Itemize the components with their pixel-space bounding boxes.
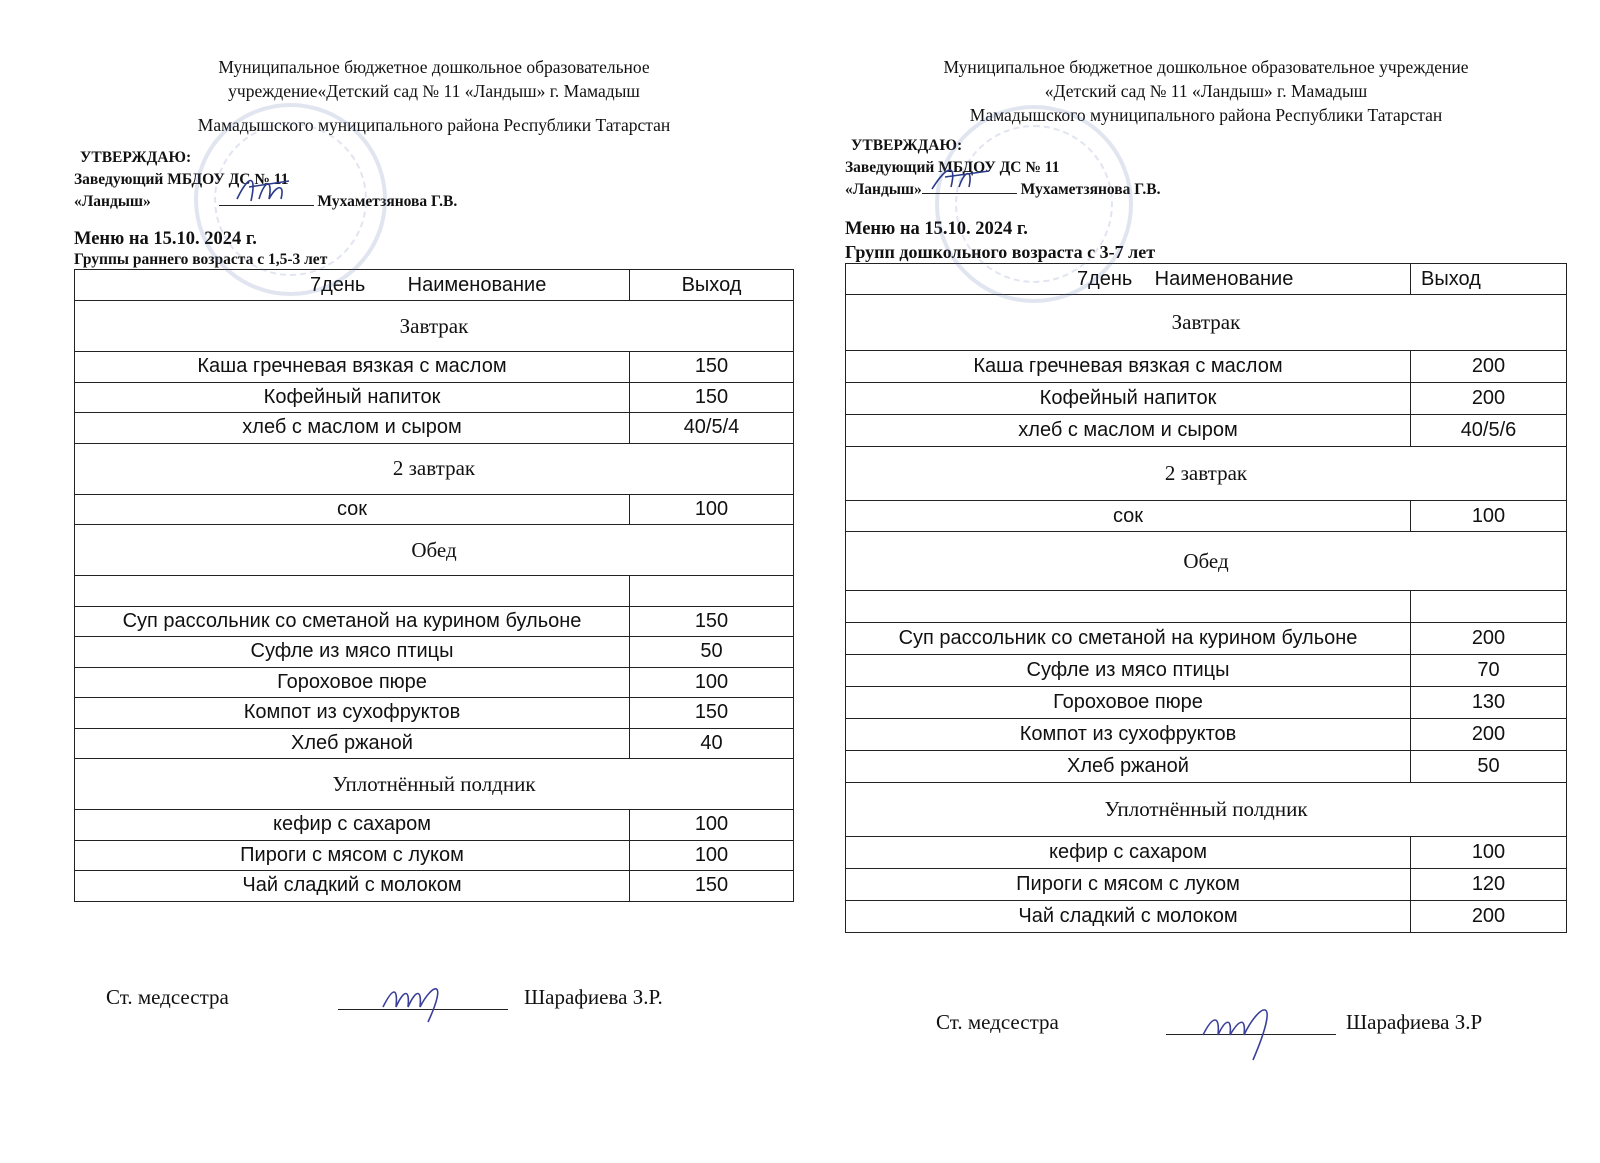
nurse-signature-block: [106, 985, 726, 1025]
dish-output: 150: [630, 352, 794, 383]
org-line-3: Мамадышского муниципального района Республики Татарстан: [197, 115, 671, 135]
table-row: [75, 810, 794, 841]
dish-output: 100: [630, 810, 794, 841]
dish-output: 40: [630, 728, 794, 759]
empty-row: [75, 576, 794, 607]
table-row: [75, 352, 794, 383]
section-title: Завтрак: [75, 301, 794, 352]
dish-output: 50: [630, 637, 794, 668]
header-output: Выход: [1411, 264, 1567, 295]
table-row: [846, 383, 1567, 415]
head-name: Мухаметзянова Г.В.: [317, 193, 458, 210]
org-line-2: «Детский сад № 11 «Ландыш» г. Мамадыш: [1044, 81, 1368, 101]
empty-cell: [846, 591, 1411, 623]
empty-cell: [1411, 591, 1567, 623]
empty-row: [846, 591, 1567, 623]
table-row: [75, 637, 794, 668]
nurse-name: Шарафиева З.Р: [1346, 1010, 1483, 1034]
dish-output: 150: [630, 871, 794, 902]
dish-name: Суп рассольник со сметаной на курином бульоне: [846, 623, 1411, 655]
dish-output: 150: [630, 382, 794, 413]
table-row: [846, 415, 1567, 447]
dish-output: 200: [1411, 383, 1567, 415]
head-signature-row: [74, 191, 794, 213]
approval-block: [74, 147, 794, 213]
dish-name: Суфле из мясо птицы: [846, 655, 1411, 687]
table-row: [75, 606, 794, 637]
head-signature-line: [219, 191, 314, 206]
dish-name: Чай сладкий с молоком: [75, 871, 630, 902]
dish-name: Гороховое пюре: [75, 667, 630, 698]
header-name: Наименование: [407, 273, 547, 296]
header-name-cell: [846, 264, 1411, 295]
header-name: Наименование: [1154, 267, 1294, 290]
dish-output: 130: [1411, 687, 1567, 719]
dish-name: хлеб с маслом и сыром: [75, 413, 630, 444]
dish-name: Каша гречневая вязкая с маслом: [846, 351, 1411, 383]
section-row: [846, 447, 1567, 501]
dish-name: Гороховое пюре: [846, 687, 1411, 719]
left-menu-sheet: [74, 55, 794, 902]
group-title: Групп дошкольного возраста с 3-7 лет: [845, 242, 1156, 262]
org-line-2: учреждение«Детский сад № 11 «Ландыш» г. Мамадыш: [228, 81, 640, 101]
dish-output: 100: [630, 494, 794, 525]
section-row: [75, 443, 794, 494]
table-row: [75, 667, 794, 698]
dish-name: сок: [846, 501, 1411, 532]
nurse-role: Ст. медсестра: [936, 1010, 1059, 1034]
dish-output: 100: [1411, 501, 1567, 532]
section-title: Завтрак: [846, 295, 1567, 351]
dish-name: Компот из сухофруктов: [75, 698, 630, 729]
section-row: [75, 301, 794, 352]
table-row: [846, 623, 1567, 655]
section-title: 2 завтрак: [846, 447, 1567, 501]
section-row: [846, 783, 1567, 837]
dish-output: 120: [1411, 869, 1567, 901]
empty-cell: [630, 576, 794, 607]
section-row: [846, 295, 1567, 351]
dish-output: 200: [1411, 901, 1567, 933]
dish-output: 150: [630, 698, 794, 729]
dish-name: Хлеб ржаной: [75, 728, 630, 759]
section-title: Уплотнённый полдник: [75, 759, 794, 810]
approve-title: УТВЕРЖДАЮ:: [80, 149, 192, 166]
group-title: Группы раннего возраста с 1,5-3 лет: [74, 251, 328, 268]
head-position: Заведующий МБДОУ ДС № 11: [74, 171, 289, 188]
table-row: [75, 728, 794, 759]
approval-block: [845, 135, 1567, 201]
table-row: [75, 382, 794, 413]
menu-date: Меню на 15.10. 2024 г.: [845, 219, 1028, 239]
head-signature-icon: [927, 157, 997, 197]
dish-output: 50: [1411, 751, 1567, 783]
dish-name: кефир с сахаром: [75, 810, 630, 841]
dish-output: 150: [630, 606, 794, 637]
dish-name: Кофейный напиток: [75, 382, 630, 413]
dish-name: Пироги с мясом с луком: [75, 840, 630, 871]
menu-table: [845, 263, 1567, 933]
menu-table: [74, 269, 794, 902]
dish-name: Кофейный напиток: [846, 383, 1411, 415]
dish-name: Хлеб ржаной: [846, 751, 1411, 783]
approve-title: УТВЕРЖДАЮ:: [851, 137, 963, 154]
section-row: [846, 532, 1567, 591]
menu-date: Меню на 15.10. 2024 г.: [74, 229, 257, 249]
table-row: [846, 501, 1567, 532]
table-row: [846, 901, 1567, 933]
nurse-name: Шарафиева З.Р.: [524, 985, 663, 1009]
nurse-signature-icon: [1198, 990, 1288, 1065]
table-row: [846, 687, 1567, 719]
dish-name: Пироги с мясом с луком: [846, 869, 1411, 901]
organization-header: [74, 55, 794, 137]
head-signature-line: [922, 179, 1017, 194]
table-row: [846, 837, 1567, 869]
dish-output: 100: [630, 840, 794, 871]
organization-header: [845, 55, 1567, 127]
head-name: Мухаметзянова Г.В.: [1020, 181, 1161, 198]
section-title: Обед: [75, 525, 794, 576]
dish-output: 40/5/6: [1411, 415, 1567, 447]
kindergarten-name: «Ландыш»: [845, 181, 922, 198]
dish-output: 40/5/4: [630, 413, 794, 444]
dish-name: Суп рассольник со сметаной на курином бульоне: [75, 606, 630, 637]
dish-name: Компот из сухофруктов: [846, 719, 1411, 751]
org-line-3: Мамадышского муниципального района Республики Татарстан: [969, 105, 1443, 125]
section-title: Уплотнённый полдник: [846, 783, 1567, 837]
dish-name: Суфле из мясо птицы: [75, 637, 630, 668]
table-row: [846, 655, 1567, 687]
dish-name: кефир с сахаром: [846, 837, 1411, 869]
org-line-1: Муниципальное бюджетное дошкольное образовательное: [218, 57, 650, 77]
dish-name: хлеб с маслом и сыром: [846, 415, 1411, 447]
head-signature-row: [845, 179, 1567, 201]
section-title: 2 завтрак: [75, 443, 794, 494]
table-header-row: [846, 264, 1567, 295]
nurse-signature-icon: [378, 977, 458, 1027]
table-row: [75, 698, 794, 729]
header-name-cell: [75, 270, 630, 301]
table-row: [75, 871, 794, 902]
header-day: 7день: [1076, 267, 1133, 290]
header-output: Выход: [630, 270, 794, 301]
dish-name: Каша гречневая вязкая с маслом: [75, 352, 630, 383]
dish-name: сок: [75, 494, 630, 525]
table-row: [75, 413, 794, 444]
right-menu-sheet: [845, 55, 1567, 933]
head-position: Заведующий МБДОУ ДС № 11: [845, 159, 1060, 176]
section-title: Обед: [846, 532, 1567, 591]
section-row: [75, 525, 794, 576]
header-day: 7день: [309, 273, 366, 296]
table-row: [846, 719, 1567, 751]
dish-output: 70: [1411, 655, 1567, 687]
nurse-signature-block: [936, 1010, 1536, 1050]
section-row: [75, 759, 794, 810]
dish-name: Чай сладкий с молоком: [846, 901, 1411, 933]
dish-output: 200: [1411, 719, 1567, 751]
head-signature-icon: [229, 169, 299, 209]
dish-output: 100: [1411, 837, 1567, 869]
table-row: [846, 751, 1567, 783]
table-row: [75, 840, 794, 871]
dish-output: 200: [1411, 623, 1567, 655]
kindergarten-name: «Ландыш»: [74, 193, 151, 210]
table-row: [846, 351, 1567, 383]
dish-output: 200: [1411, 351, 1567, 383]
org-line-1: Муниципальное бюджетное дошкольное образовательное учреждение: [943, 57, 1469, 77]
table-row: [846, 869, 1567, 901]
empty-cell: [75, 576, 630, 607]
nurse-role: Ст. медсестра: [106, 985, 229, 1009]
table-header-row: [75, 270, 794, 301]
dish-output: 100: [630, 667, 794, 698]
table-row: [75, 494, 794, 525]
